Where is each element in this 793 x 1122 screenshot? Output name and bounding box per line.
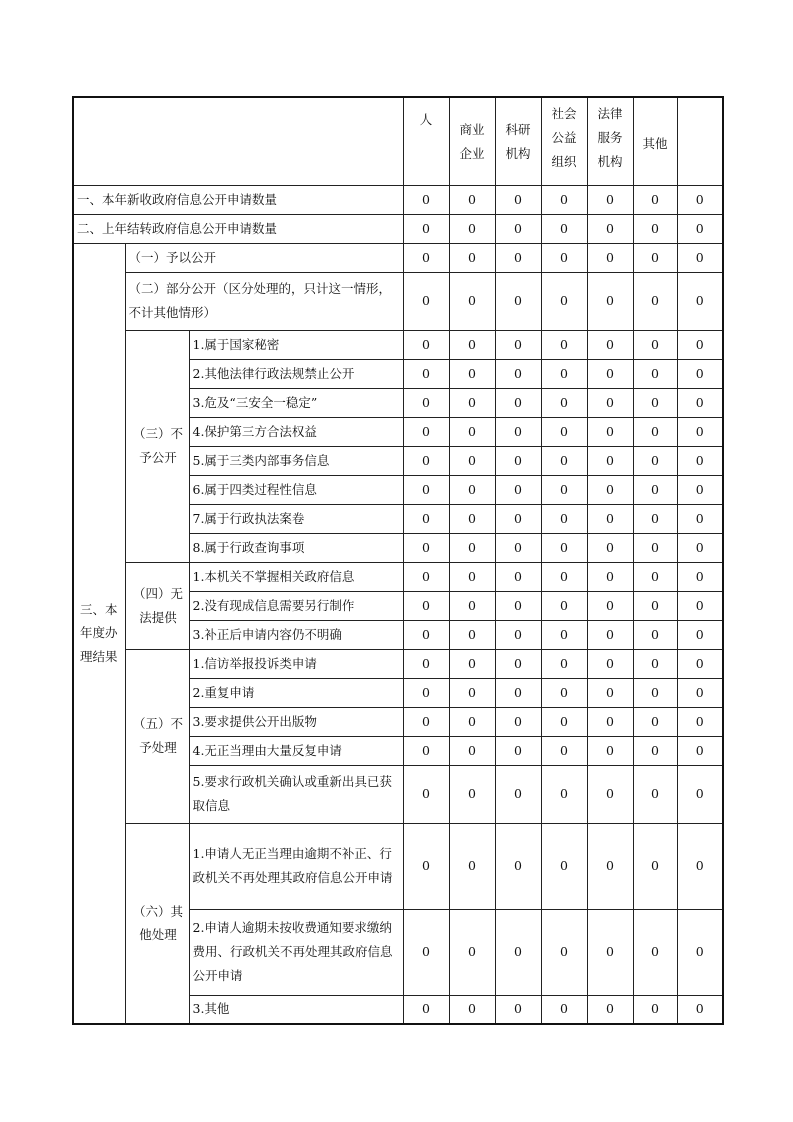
value-cell: 0 bbox=[633, 909, 677, 995]
value-cell: 0 bbox=[677, 214, 723, 243]
value-cell: 0 bbox=[541, 649, 587, 678]
value-cell: 0 bbox=[677, 243, 723, 272]
value-cell: 0 bbox=[495, 243, 541, 272]
value-cell: 0 bbox=[633, 736, 677, 765]
value-cell: 0 bbox=[495, 446, 541, 475]
value-cell: 0 bbox=[449, 272, 495, 330]
value-cell: 0 bbox=[587, 649, 633, 678]
value-cell: 0 bbox=[541, 330, 587, 359]
header-col-1: 人 bbox=[403, 97, 449, 185]
value-cell: 0 bbox=[541, 995, 587, 1024]
value-cell: 0 bbox=[633, 823, 677, 909]
row-label: 一、本年新收政府信息公开申请数量 bbox=[73, 185, 403, 214]
value-cell: 0 bbox=[403, 272, 449, 330]
value-cell: 0 bbox=[403, 562, 449, 591]
value-cell: 0 bbox=[403, 649, 449, 678]
value-cell: 0 bbox=[677, 185, 723, 214]
value-cell: 0 bbox=[587, 272, 633, 330]
value-cell: 0 bbox=[587, 243, 633, 272]
value-cell: 0 bbox=[403, 678, 449, 707]
header-blank-cell bbox=[73, 97, 403, 185]
value-cell: 0 bbox=[587, 388, 633, 417]
value-cell: 0 bbox=[449, 359, 495, 388]
row-label: 3.要求提供公开出版物 bbox=[189, 707, 403, 736]
value-cell: 0 bbox=[633, 504, 677, 533]
value-cell: 0 bbox=[633, 214, 677, 243]
value-cell: 0 bbox=[541, 243, 587, 272]
value-cell: 0 bbox=[587, 591, 633, 620]
header-col-3: 科研 机构 bbox=[495, 97, 541, 185]
row-label: 1.信访举报投诉类申请 bbox=[189, 649, 403, 678]
value-cell: 0 bbox=[541, 475, 587, 504]
value-cell: 0 bbox=[495, 736, 541, 765]
row-label: 3.其他 bbox=[189, 995, 403, 1024]
value-cell: 0 bbox=[449, 823, 495, 909]
value-cell: 0 bbox=[633, 446, 677, 475]
value-cell: 0 bbox=[449, 185, 495, 214]
value-cell: 0 bbox=[587, 823, 633, 909]
value-cell: 0 bbox=[587, 995, 633, 1024]
value-cell: 0 bbox=[495, 533, 541, 562]
value-cell: 0 bbox=[633, 533, 677, 562]
value-cell: 0 bbox=[541, 591, 587, 620]
value-cell: 0 bbox=[495, 214, 541, 243]
value-cell: 0 bbox=[541, 185, 587, 214]
value-cell: 0 bbox=[403, 243, 449, 272]
row-label: 5.属于三类内部事务信息 bbox=[189, 446, 403, 475]
value-cell: 0 bbox=[633, 591, 677, 620]
value-cell: 0 bbox=[633, 330, 677, 359]
value-cell: 0 bbox=[677, 330, 723, 359]
value-cell: 0 bbox=[633, 995, 677, 1024]
value-cell: 0 bbox=[541, 562, 587, 591]
row-label: （二）部分公开（区分处理的，只计这一情形，不计其他情形） bbox=[125, 272, 403, 330]
value-cell: 0 bbox=[449, 533, 495, 562]
value-cell: 0 bbox=[677, 823, 723, 909]
value-cell: 0 bbox=[449, 562, 495, 591]
value-cell: 0 bbox=[495, 185, 541, 214]
value-cell: 0 bbox=[541, 533, 587, 562]
value-cell: 0 bbox=[677, 446, 723, 475]
value-cell: 0 bbox=[633, 185, 677, 214]
table-row bbox=[73, 185, 723, 214]
value-cell: 0 bbox=[633, 707, 677, 736]
row-label: 4.无正当理由大量反复申请 bbox=[189, 736, 403, 765]
value-cell: 0 bbox=[541, 707, 587, 736]
value-cell: 0 bbox=[677, 272, 723, 330]
value-cell: 0 bbox=[403, 359, 449, 388]
header-col-4: 社会 公益 组织 bbox=[541, 97, 587, 185]
value-cell: 0 bbox=[587, 678, 633, 707]
value-cell: 0 bbox=[587, 475, 633, 504]
value-cell: 0 bbox=[587, 446, 633, 475]
value-cell: 0 bbox=[587, 765, 633, 823]
value-cell: 0 bbox=[449, 446, 495, 475]
value-cell: 0 bbox=[449, 909, 495, 995]
value-cell: 0 bbox=[449, 417, 495, 446]
value-cell: 0 bbox=[587, 620, 633, 649]
row-label: 5.要求行政机关确认或重新出具已获取信息 bbox=[189, 765, 403, 823]
value-cell: 0 bbox=[541, 272, 587, 330]
value-cell: 0 bbox=[403, 417, 449, 446]
value-cell: 0 bbox=[677, 736, 723, 765]
value-cell: 0 bbox=[495, 678, 541, 707]
value-cell: 0 bbox=[403, 909, 449, 995]
value-cell: 0 bbox=[587, 359, 633, 388]
value-cell: 0 bbox=[449, 243, 495, 272]
table-row bbox=[73, 562, 723, 591]
row-label: 1.本机关不掌握相关政府信息 bbox=[189, 562, 403, 591]
value-cell: 0 bbox=[403, 185, 449, 214]
value-cell: 0 bbox=[449, 504, 495, 533]
row-label: 4.保护第三方合法权益 bbox=[189, 417, 403, 446]
value-cell: 0 bbox=[587, 909, 633, 995]
value-cell: 0 bbox=[633, 765, 677, 823]
row-label: 7.属于行政执法案卷 bbox=[189, 504, 403, 533]
header-col-7 bbox=[677, 97, 723, 185]
value-cell: 0 bbox=[677, 504, 723, 533]
value-cell: 0 bbox=[449, 591, 495, 620]
value-cell: 0 bbox=[495, 649, 541, 678]
value-cell: 0 bbox=[403, 504, 449, 533]
value-cell: 0 bbox=[495, 591, 541, 620]
value-cell: 0 bbox=[541, 417, 587, 446]
value-cell: 0 bbox=[403, 823, 449, 909]
section-3-label: 三、本 年度办 理结果 bbox=[73, 243, 125, 1024]
row-label: 8.属于行政查询事项 bbox=[189, 533, 403, 562]
value-cell: 0 bbox=[633, 272, 677, 330]
value-cell: 0 bbox=[495, 765, 541, 823]
group-5-label: （五）不 予处理 bbox=[125, 649, 189, 823]
value-cell: 0 bbox=[495, 359, 541, 388]
value-cell: 0 bbox=[677, 359, 723, 388]
group-3-label: （三）不 予公开 bbox=[125, 330, 189, 562]
value-cell: 0 bbox=[449, 330, 495, 359]
value-cell: 0 bbox=[587, 562, 633, 591]
value-cell: 0 bbox=[541, 359, 587, 388]
value-cell: 0 bbox=[633, 359, 677, 388]
disclosure-statistics-table bbox=[72, 96, 724, 1025]
header-col-6: 其他 bbox=[633, 97, 677, 185]
value-cell: 0 bbox=[541, 823, 587, 909]
row-label: 3.危及“三安全一稳定” bbox=[189, 388, 403, 417]
table-row bbox=[73, 649, 723, 678]
value-cell: 0 bbox=[495, 475, 541, 504]
value-cell: 0 bbox=[403, 995, 449, 1024]
row-label: 3.补正后申请内容仍不明确 bbox=[189, 620, 403, 649]
value-cell: 0 bbox=[403, 214, 449, 243]
row-label: 6.属于四类过程性信息 bbox=[189, 475, 403, 504]
value-cell: 0 bbox=[403, 533, 449, 562]
value-cell: 0 bbox=[541, 909, 587, 995]
value-cell: 0 bbox=[495, 995, 541, 1024]
row-label: 2.其他法律行政法规禁止公开 bbox=[189, 359, 403, 388]
table-row bbox=[73, 823, 723, 909]
value-cell: 0 bbox=[495, 620, 541, 649]
value-cell: 0 bbox=[587, 736, 633, 765]
value-cell: 0 bbox=[403, 446, 449, 475]
value-cell: 0 bbox=[677, 995, 723, 1024]
value-cell: 0 bbox=[495, 909, 541, 995]
value-cell: 0 bbox=[633, 678, 677, 707]
value-cell: 0 bbox=[541, 214, 587, 243]
value-cell: 0 bbox=[587, 214, 633, 243]
value-cell: 0 bbox=[449, 388, 495, 417]
value-cell: 0 bbox=[541, 388, 587, 417]
row-label: （一）予以公开 bbox=[125, 243, 403, 272]
value-cell: 0 bbox=[403, 620, 449, 649]
value-cell: 0 bbox=[403, 475, 449, 504]
header-col-2: 商业 企业 bbox=[449, 97, 495, 185]
value-cell: 0 bbox=[677, 765, 723, 823]
value-cell: 0 bbox=[403, 707, 449, 736]
value-cell: 0 bbox=[449, 736, 495, 765]
value-cell: 0 bbox=[541, 678, 587, 707]
value-cell: 0 bbox=[633, 475, 677, 504]
value-cell: 0 bbox=[633, 649, 677, 678]
value-cell: 0 bbox=[677, 707, 723, 736]
value-cell: 0 bbox=[677, 562, 723, 591]
value-cell: 0 bbox=[633, 388, 677, 417]
value-cell: 0 bbox=[403, 591, 449, 620]
value-cell: 0 bbox=[677, 417, 723, 446]
value-cell: 0 bbox=[449, 214, 495, 243]
value-cell: 0 bbox=[677, 909, 723, 995]
value-cell: 0 bbox=[495, 823, 541, 909]
value-cell: 0 bbox=[587, 504, 633, 533]
value-cell: 0 bbox=[587, 417, 633, 446]
value-cell: 0 bbox=[495, 707, 541, 736]
value-cell: 0 bbox=[633, 562, 677, 591]
header-row bbox=[73, 97, 723, 185]
value-cell: 0 bbox=[633, 243, 677, 272]
value-cell: 0 bbox=[495, 330, 541, 359]
value-cell: 0 bbox=[677, 591, 723, 620]
value-cell: 0 bbox=[541, 765, 587, 823]
value-cell: 0 bbox=[403, 765, 449, 823]
value-cell: 0 bbox=[449, 649, 495, 678]
row-label: 二、上年结转政府信息公开申请数量 bbox=[73, 214, 403, 243]
value-cell: 0 bbox=[541, 446, 587, 475]
row-label: 1.申请人无正当理由逾期不补正、行政机关不再处理其政府信息公开申请 bbox=[189, 823, 403, 909]
value-cell: 0 bbox=[541, 620, 587, 649]
value-cell: 0 bbox=[495, 562, 541, 591]
value-cell: 0 bbox=[495, 504, 541, 533]
value-cell: 0 bbox=[677, 620, 723, 649]
value-cell: 0 bbox=[677, 388, 723, 417]
table-row bbox=[73, 272, 723, 330]
value-cell: 0 bbox=[587, 533, 633, 562]
value-cell: 0 bbox=[449, 678, 495, 707]
value-cell: 0 bbox=[403, 330, 449, 359]
value-cell: 0 bbox=[403, 736, 449, 765]
value-cell: 0 bbox=[541, 504, 587, 533]
table-row bbox=[73, 330, 723, 359]
row-label: 2.重复申请 bbox=[189, 678, 403, 707]
value-cell: 0 bbox=[633, 417, 677, 446]
header-col-5: 法律 服务 机构 bbox=[587, 97, 633, 185]
table-row bbox=[73, 243, 723, 272]
value-cell: 0 bbox=[449, 707, 495, 736]
value-cell: 0 bbox=[677, 475, 723, 504]
value-cell: 0 bbox=[677, 649, 723, 678]
row-label: 1.属于国家秘密 bbox=[189, 330, 403, 359]
value-cell: 0 bbox=[495, 388, 541, 417]
row-label: 2.申请人逾期未按收费通知要求缴纳费用、行政机关不再处理其政府信息公开申请 bbox=[189, 909, 403, 995]
value-cell: 0 bbox=[449, 995, 495, 1024]
table-row bbox=[73, 214, 723, 243]
value-cell: 0 bbox=[449, 620, 495, 649]
value-cell: 0 bbox=[495, 417, 541, 446]
group-6-label: （六）其 他处理 bbox=[125, 823, 189, 1024]
value-cell: 0 bbox=[541, 736, 587, 765]
value-cell: 0 bbox=[587, 330, 633, 359]
value-cell: 0 bbox=[449, 765, 495, 823]
value-cell: 0 bbox=[677, 678, 723, 707]
value-cell: 0 bbox=[633, 620, 677, 649]
value-cell: 0 bbox=[587, 707, 633, 736]
row-label: 2.没有现成信息需要另行制作 bbox=[189, 591, 403, 620]
value-cell: 0 bbox=[677, 533, 723, 562]
value-cell: 0 bbox=[495, 272, 541, 330]
value-cell: 0 bbox=[587, 185, 633, 214]
group-4-label: （四）无 法提供 bbox=[125, 562, 189, 649]
value-cell: 0 bbox=[403, 388, 449, 417]
value-cell: 0 bbox=[449, 475, 495, 504]
